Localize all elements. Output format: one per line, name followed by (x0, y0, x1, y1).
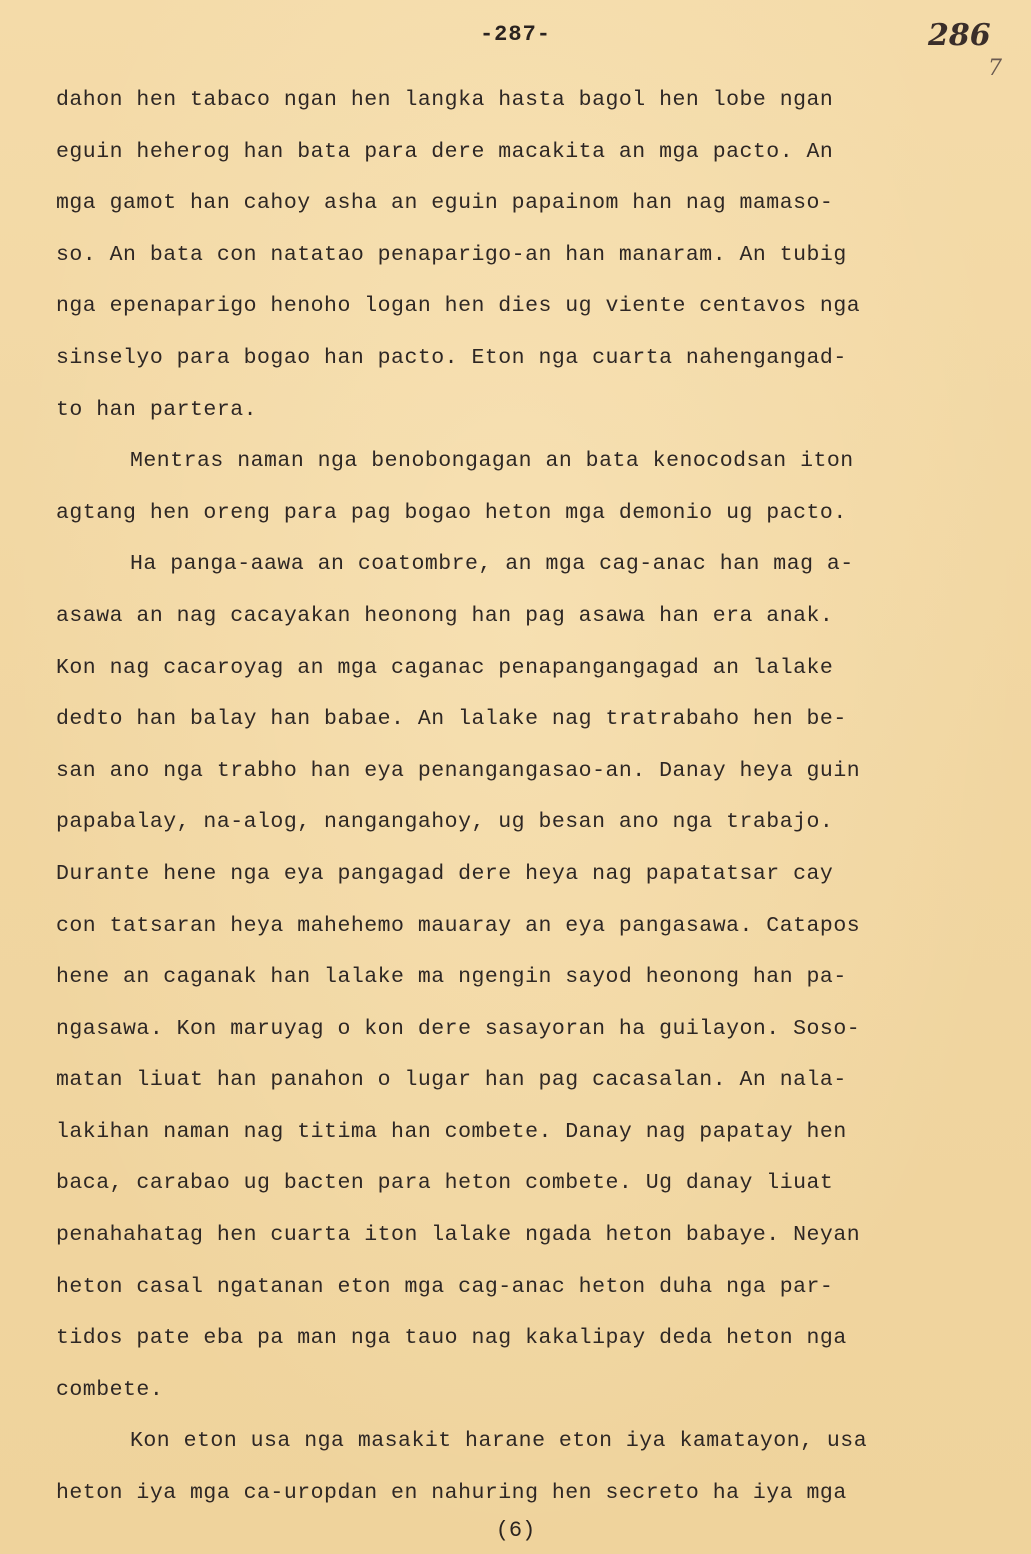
text-line: sinselyo para bogao han pacto. Eton nga cuarta nahengangad- (56, 345, 847, 370)
handwritten-sub-number: 7 (988, 56, 1002, 81)
text-line: agtang hen oreng para pag bogao heton mga demonio ug pacto. (56, 500, 847, 525)
page-number: -287- (479, 22, 551, 47)
text-line: heton iya mga ca-uropdan en nahuring hen secreto ha iya mga (56, 1481, 847, 1506)
text-line: matan liuat han panahon o lugar han pag cacasalan. An nala- (56, 1068, 847, 1093)
text-line: lakihan naman nag titima han combete. Danay nag papatay hen (56, 1119, 847, 1144)
text-line: con tatsaran heya mahehemo mauaray an eya pangasawa. Catapos (56, 913, 861, 938)
text-line: tidos pate eba pa man nga tauo nag kakalipay deda heton nga (56, 1326, 847, 1351)
sheet-number: (6) (495, 1518, 536, 1543)
text-line: heton casal ngatanan eton mga cag-anac heton duha nga par- (56, 1274, 834, 1299)
text-line: papabalay, na-alog, nangangahoy, ug besan ano nga trabajo. (56, 810, 834, 835)
text-line: san ano nga trabho han eya penangangasao-an. Danay heya guin (56, 758, 861, 783)
paragraph-start-line: Ha panga-aawa an coatombre, an mga cag-anac han mag a- (130, 552, 854, 577)
text-line: so. An bata con natatao penaparigo-an han manaram. An tubig (56, 242, 847, 267)
text-line: Kon nag cacaroyag an mga caganac penapangangagad an lalake (56, 655, 834, 680)
text-line: nga epenaparigo henoho logan hen dies ug viente centavos nga (56, 294, 861, 319)
body-text (56, 80, 976, 1525)
text-line: hene an caganak han lalake ma ngengin sayod heonong han pa- (56, 965, 847, 990)
paragraph-start-line: Mentras naman nga benobongagan an bata kenocodsan iton (130, 449, 854, 474)
text-line: combete. (56, 1377, 164, 1402)
text-line: ngasawa. Kon maruyag o kon dere sasayoran ha guilayon. Soso- (56, 1016, 861, 1041)
text-line: dedto han balay han babae. An lalake nag tratrabaho hen be- (56, 707, 847, 732)
text-line: Durante hene nga eya pangagad dere heya nag papatatsar cay (56, 861, 834, 886)
handwritten-page-number: 286 (928, 18, 991, 53)
text-line: penahahatag hen cuarta iton lalake ngada heton babaye. Neyan (56, 1223, 861, 1248)
text-line: mga gamot han cahoy asha an eguin papainom han nag mamaso- (56, 191, 834, 216)
paragraph-start-line: Kon eton usa nga masakit harane eton iya kamatayon, usa (130, 1429, 868, 1454)
text-line: eguin heherog han bata para dere macakita an mga pacto. An (56, 139, 834, 164)
text-line: asawa an nag cacayakan heonong han pag asawa han era anak. (56, 603, 834, 628)
text-line: baca, carabao ug bacten para heton combete. Ug danay liuat (56, 1171, 834, 1196)
text-line: to han partera. (56, 397, 258, 422)
text-line: dahon hen tabaco ngan hen langka hasta bagol hen lobe ngan (56, 88, 834, 112)
